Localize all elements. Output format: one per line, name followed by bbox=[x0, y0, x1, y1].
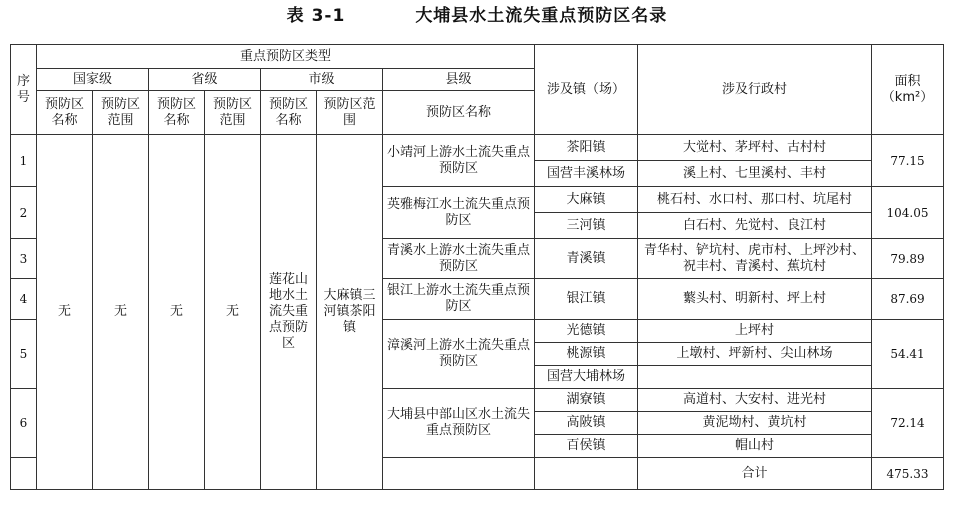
county-name-cell: 小靖河上游水土流失重点预防区 bbox=[383, 135, 535, 187]
county-name-cell: 漳溪河上游水土流失重点预防区 bbox=[383, 320, 535, 389]
header-national: 国家级 bbox=[37, 69, 149, 91]
seq-cell: 3 bbox=[11, 239, 37, 279]
national-scope-cell: 无 bbox=[93, 135, 149, 490]
total-seq-cell bbox=[11, 458, 37, 490]
seq-cell: 4 bbox=[11, 279, 37, 320]
village-cell: 高道村、大安村、进光村 bbox=[638, 389, 872, 412]
area-cell: 54.41 bbox=[872, 320, 944, 389]
header-national-name: 预防区名称 bbox=[37, 91, 93, 135]
header-county: 县级 bbox=[383, 69, 535, 91]
village-cell: 溪上村、七里溪村、丰村 bbox=[638, 161, 872, 187]
town-cell: 国营丰溪林场 bbox=[535, 161, 638, 187]
header-city-scope: 预防区范围 bbox=[317, 91, 383, 135]
header-national-scope: 预防区范围 bbox=[93, 91, 149, 135]
header-town: 涉及镇（场） bbox=[535, 45, 638, 135]
village-cell: 桃石村、水口村、那口村、坑尾村 bbox=[638, 187, 872, 213]
town-cell: 湖寮镇 bbox=[535, 389, 638, 412]
town-cell: 大麻镇 bbox=[535, 187, 638, 213]
village-cell: 蘩头村、明新村、坪上村 bbox=[638, 279, 872, 320]
table-title: 大埔县水土流失重点预防区名录 bbox=[415, 6, 668, 26]
county-name-cell: 青溪水上游水土流失重点预防区 bbox=[383, 239, 535, 279]
header-type-group: 重点预防区类型 bbox=[37, 45, 535, 69]
town-cell: 青溪镇 bbox=[535, 239, 638, 279]
total-label: 合计 bbox=[638, 458, 872, 490]
area-cell: 72.14 bbox=[872, 389, 944, 458]
header-provincial: 省级 bbox=[149, 69, 261, 91]
provincial-name-cell: 无 bbox=[149, 135, 205, 490]
table-caption bbox=[0, 4, 954, 28]
village-cell: 白石村、先觉村、良江村 bbox=[638, 213, 872, 239]
village-cell: 上墩村、坪新村、尖山林场 bbox=[638, 343, 872, 366]
city-name-cell: 莲花山地水土流失重点预防区 bbox=[261, 135, 317, 490]
header-city: 市级 bbox=[261, 69, 383, 91]
town-cell: 高陂镇 bbox=[535, 412, 638, 435]
village-cell: 黄泥坳村、黄坑村 bbox=[638, 412, 872, 435]
town-cell: 桃源镇 bbox=[535, 343, 638, 366]
total-town-cell bbox=[535, 458, 638, 490]
county-name-cell: 大埔县中部山区水土流失重点预防区 bbox=[383, 389, 535, 458]
seq-cell: 5 bbox=[11, 320, 37, 389]
total-area: 475.33 bbox=[872, 458, 944, 490]
village-cell: 大觉村、茅坪村、古村村 bbox=[638, 135, 872, 161]
national-name-cell: 无 bbox=[37, 135, 93, 490]
town-cell: 光德镇 bbox=[535, 320, 638, 343]
city-scope-cell: 大麻镇三河镇茶阳镇 bbox=[317, 135, 383, 490]
town-cell: 国营大埔林场 bbox=[535, 366, 638, 389]
header-provincial-scope: 预防区范围 bbox=[205, 91, 261, 135]
county-name-cell: 银江上游水土流失重点预防区 bbox=[383, 279, 535, 320]
village-cell: 帽山村 bbox=[638, 435, 872, 458]
provincial-scope-cell: 无 bbox=[205, 135, 261, 490]
area-cell: 77.15 bbox=[872, 135, 944, 187]
seq-cell: 6 bbox=[11, 389, 37, 458]
area-cell: 87.69 bbox=[872, 279, 944, 320]
area-cell: 79.89 bbox=[872, 239, 944, 279]
town-cell: 茶阳镇 bbox=[535, 135, 638, 161]
village-cell: 上坪村 bbox=[638, 320, 872, 343]
header-seq: 序号 bbox=[11, 45, 37, 135]
header-city-name: 预防区名称 bbox=[261, 91, 317, 135]
town-cell: 三河镇 bbox=[535, 213, 638, 239]
total-county-cell bbox=[383, 458, 535, 490]
town-cell: 百侯镇 bbox=[535, 435, 638, 458]
seq-cell: 2 bbox=[11, 187, 37, 239]
header-area: 面积（km²） bbox=[872, 45, 944, 135]
county-name-cell: 英雅梅江水土流失重点预防区 bbox=[383, 187, 535, 239]
village-cell: 青华村、铲坑村、虎市村、上坪沙村、祝丰村、青溪村、蕉坑村 bbox=[638, 239, 872, 279]
seq-cell: 1 bbox=[11, 135, 37, 187]
table-number: 表 3-1 bbox=[286, 6, 346, 26]
header-county-name: 预防区名称 bbox=[383, 91, 535, 135]
town-cell: 银江镇 bbox=[535, 279, 638, 320]
village-cell bbox=[638, 366, 872, 389]
area-cell: 104.05 bbox=[872, 187, 944, 239]
header-village: 涉及行政村 bbox=[638, 45, 872, 135]
table-row bbox=[11, 135, 944, 161]
header-provincial-name: 预防区名称 bbox=[149, 91, 205, 135]
prevention-area-table bbox=[10, 44, 944, 490]
